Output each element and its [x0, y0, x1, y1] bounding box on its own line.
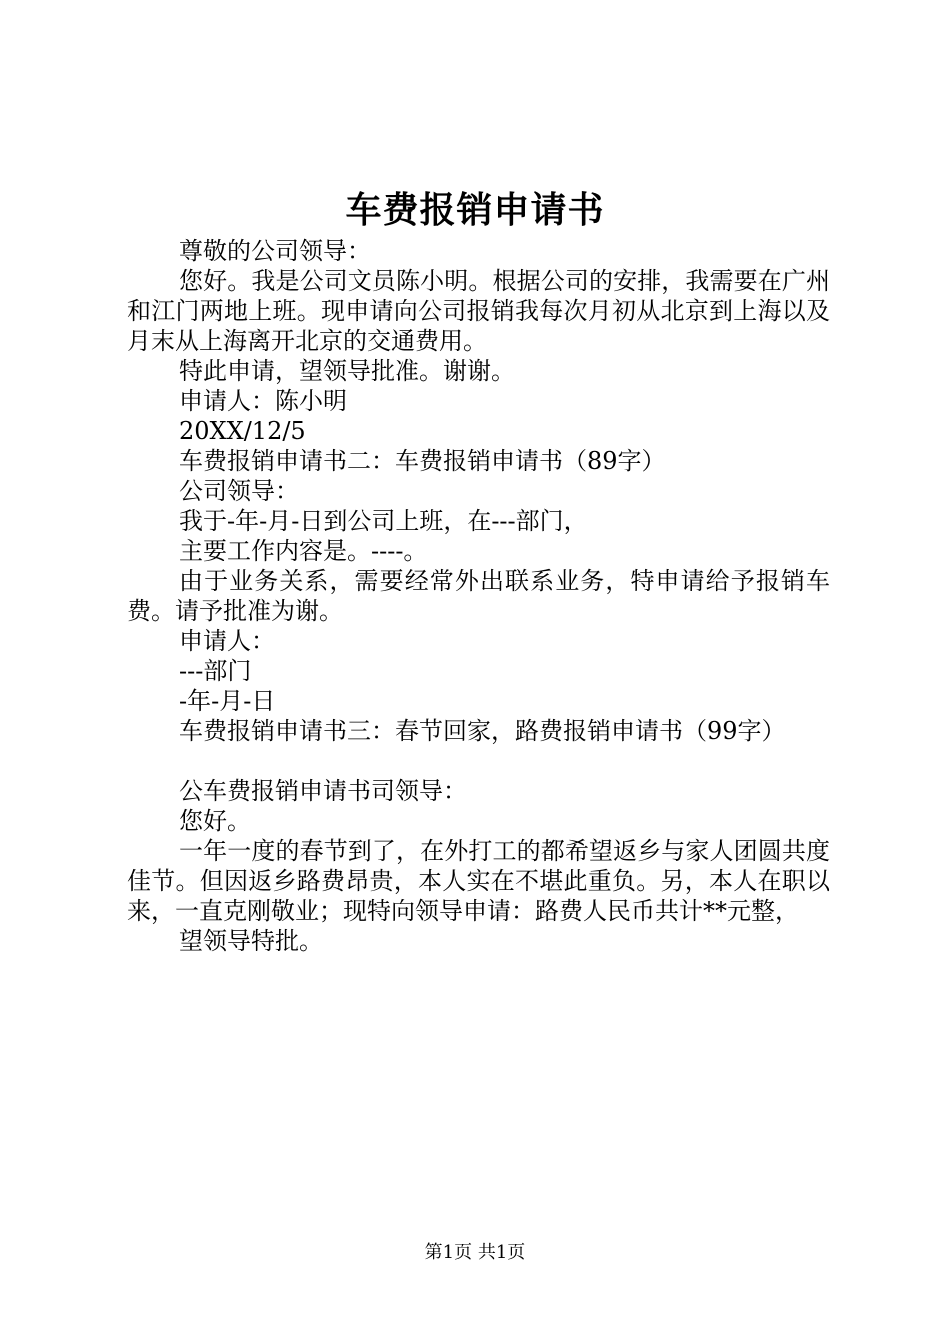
paragraph-intro: 您好。我是公司文员陈小明。根据公司的安排，我需要在广州和江门两地上班。现申请向公司报销我每次月初从北京到上海以及月末从上海离开北京的交通费用。: [127, 267, 830, 355]
paragraph-start-date: 我于-年-月-日到公司上班，在---部门，: [179, 507, 588, 535]
salutation-3: 公车费报销申请书司领导：: [179, 777, 467, 805]
applicant-line: 申请人：陈小明: [179, 387, 347, 415]
section-heading-2: 车费报销申请书二：车费报销申请书（89字）: [179, 447, 666, 475]
applicant-line-2: 申请人：: [179, 627, 275, 655]
document-title: 车费报销申请书: [345, 189, 605, 231]
paragraph-closing: 望领导特批。: [179, 927, 323, 955]
blank-line: [127, 746, 830, 776]
page-footer: 第1页 共1页: [424, 1242, 526, 1263]
greeting: 您好。: [179, 807, 251, 835]
section-heading-3: 车费报销申请书三：春节回家，路费报销申请书（99字）: [179, 717, 786, 745]
paragraph-work-content: 主要工作内容是。----。: [179, 537, 428, 565]
paragraph-spring-festival: 一年一度的春节到了，在外打工的都希望返乡与家人团圆共度佳节。但因返乡路费昂贵，本人实在不堪此重负。另，本人在职以来，一直克刚敬业；现特向领导申请：路费人民币共计**元整，: [127, 837, 830, 925]
department-line: ---部门: [179, 657, 252, 685]
salutation: 尊敬的公司领导：: [179, 237, 371, 265]
paragraph-request: 特此申请，望领导批准。谢谢。: [179, 357, 515, 385]
salutation-2: 公司领导：: [179, 477, 299, 505]
document-body: [127, 236, 830, 956]
date-line: 20XX/12/5: [179, 417, 306, 445]
paragraph-reason: 由于业务关系，需要经常外出联系业务，特申请给予报销车费。请予批准为谢。: [127, 567, 830, 625]
date-line-2: -年-月-日: [179, 687, 276, 715]
